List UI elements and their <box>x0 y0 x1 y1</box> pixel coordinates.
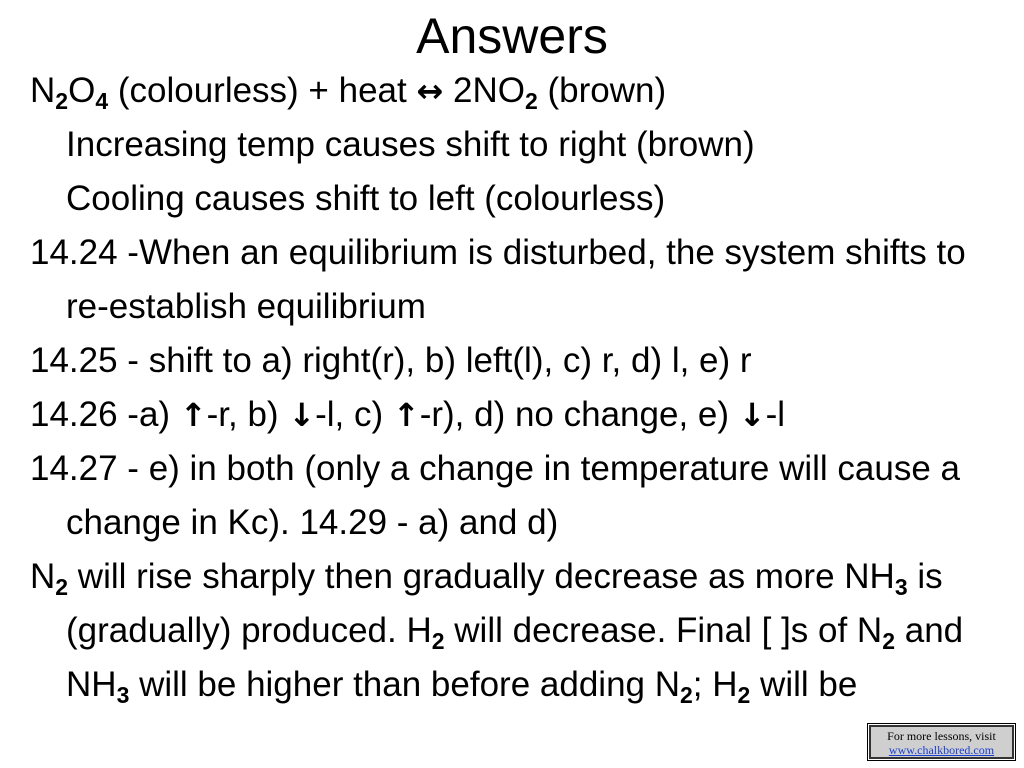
text-run: O <box>68 71 96 110</box>
text-run: -l <box>765 395 785 434</box>
answer-line-cooling: Cooling causes shift to left (colourless) <box>66 179 666 218</box>
subscript: 4 <box>95 88 109 114</box>
arrow-down-icon: ↓ <box>738 396 766 434</box>
slide-title: Answers <box>416 8 608 64</box>
text-run: -r), d) no change, e) <box>419 395 739 434</box>
text-run: N <box>30 557 56 596</box>
arrow-up-icon: ↑ <box>392 396 420 434</box>
answer-line-heating: Increasing temp causes shift to right (brown) <box>66 125 755 164</box>
subscript: 2 <box>55 88 69 114</box>
equation-line <box>30 64 1015 226</box>
chalkbored-link[interactable]: www.chalkbored.com <box>888 743 995 757</box>
text-run: N <box>30 71 56 110</box>
chalkbored-badge[interactable] <box>869 725 1014 759</box>
slide-body <box>30 64 1015 712</box>
answer-14-27-14-29: 14.27 - e) in both (only a change in temperature will cause a change in Kc). 14.29 - a) and d) <box>30 449 960 542</box>
subscript: 2 <box>882 628 895 654</box>
subscript: 2 <box>431 628 445 654</box>
subscript: 2 <box>680 682 693 708</box>
text-run: is (gradually) produced. H <box>66 557 943 650</box>
arrow-up-icon: ↑ <box>179 396 207 434</box>
answer-14-25: 14.25 - shift to a) right(r), b) left(l), c) r, d) l, e) r <box>30 341 752 380</box>
text-run: (colourless) + heat <box>108 71 417 110</box>
subscript: 3 <box>894 574 908 600</box>
text-run: will be <box>750 665 858 704</box>
subscript: 3 <box>116 682 130 708</box>
answer-14-24: 14.24 -When an equilibrium is disturbed, the system shifts to re-establish equilibrium <box>30 233 966 326</box>
text-run: -l, c) <box>315 395 393 434</box>
subscript: 2 <box>737 682 751 708</box>
arrow-down-icon: ↓ <box>288 396 316 434</box>
answer-14-26 <box>30 388 1015 442</box>
text-run: (brown) <box>537 71 667 110</box>
text-run: will be higher than before adding N <box>129 665 680 704</box>
text-run: 2NO <box>443 71 525 110</box>
text-run: 14.26 -a) <box>30 395 180 434</box>
badge-caption: For more lessons, visit <box>887 729 996 743</box>
text-run: ; H <box>692 665 738 704</box>
text-run: will rise sharply then gradually decrease as more NH <box>68 557 895 596</box>
subscript: 2 <box>524 88 538 114</box>
text-run: -r, b) <box>206 395 289 434</box>
text-run: will decrease. Final [ ]s of N <box>444 611 883 650</box>
double-arrow-icon: ↔ <box>416 72 444 110</box>
answer-nitrogen-addition <box>30 550 1015 712</box>
subscript: 2 <box>55 574 69 600</box>
text-run: and NH <box>66 611 964 704</box>
